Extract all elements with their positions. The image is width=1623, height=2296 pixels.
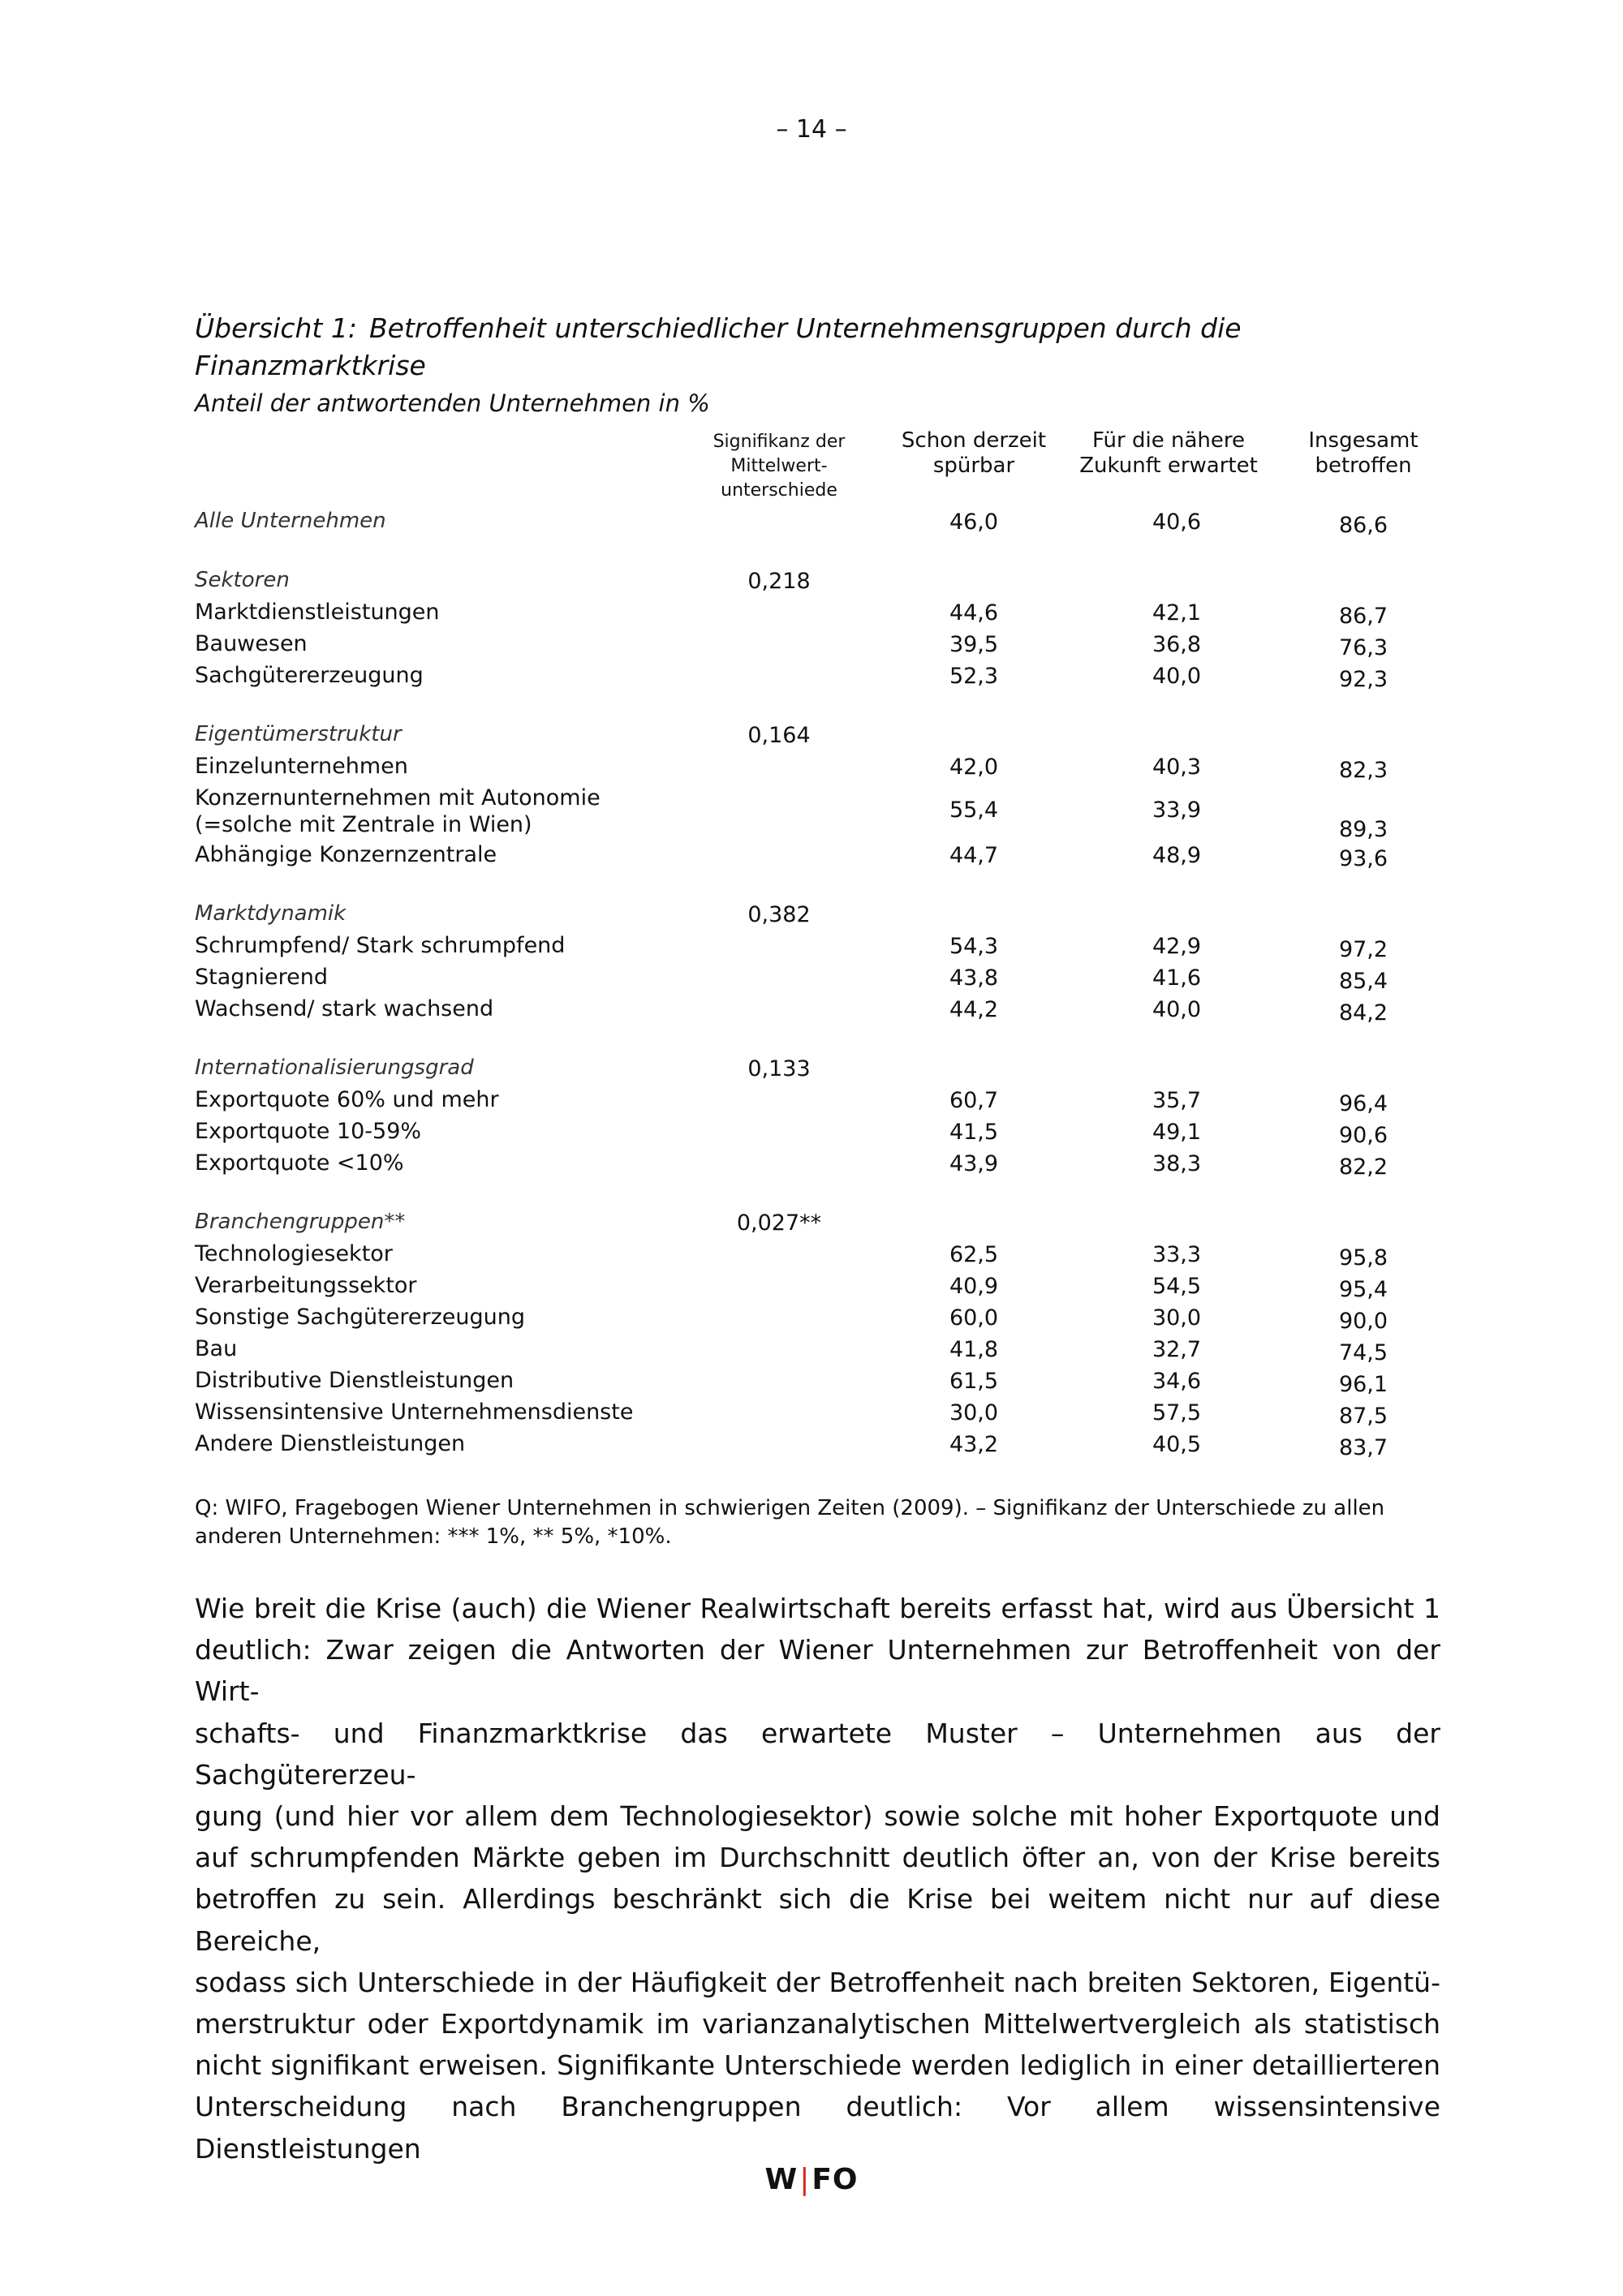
row-label-line: Branchengruppen** [195,1210,406,1234]
cell-c1: 61,5 [949,1369,999,1394]
paragraph-line: gung (und hier vor allem dem Technologiesektor) sowie solche mit hoher Exportquote und [195,1800,1440,1833]
row-label-line: Stagnierend [195,965,329,990]
logo-text: W [764,2163,799,2196]
cell-c2: 35,7 [1152,1088,1202,1113]
table-row [195,1150,1444,1181]
cell-c3: 92,3 [1338,667,1388,692]
cell-c1: 41,5 [949,1120,999,1145]
row-label [195,662,424,689]
cell-c2: 54,5 [1152,1274,1202,1299]
column-header-current [885,428,1063,479]
row-label-line: Sektoren [195,568,290,592]
cell-c3: 87,5 [1338,1404,1388,1429]
cell-c2: 40,0 [1152,997,1202,1022]
table-row [195,753,1444,785]
row-label-line: Exportquote <10% [195,1150,404,1176]
table-row [195,964,1444,995]
cell-c2: 32,7 [1152,1337,1202,1362]
cell-c2: 33,9 [1152,798,1202,823]
header-line: spürbar [932,454,1015,478]
table-row [195,662,1444,694]
spacer-row [195,1027,1444,1055]
cell-sig: 0,027** [736,1210,822,1236]
table-row [195,1118,1444,1150]
row-label-line: Exportquote 10-59% [195,1119,422,1144]
cell-c1: 43,9 [949,1151,999,1176]
header-line: unterschiede [721,480,837,501]
row-label [195,567,290,594]
cell-c1: 54,3 [949,934,999,959]
cell-c3: 82,2 [1338,1154,1388,1180]
cell-c2: 40,0 [1152,664,1202,689]
cell-c1: 62,5 [949,1242,999,1267]
cell-c1: 55,4 [949,798,999,823]
row-label-line: Alle Unternehmen [195,509,386,533]
row-label [195,841,497,868]
row-label-line: Bau [195,1336,238,1361]
cell-c2: 42,9 [1152,934,1202,959]
row-label-line: Wissensintensive Unternehmensdienste [195,1400,634,1425]
cell-c1: 30,0 [949,1400,999,1425]
cell-c2: 40,5 [1152,1432,1202,1457]
table-title-label: Übersicht 1: [195,312,357,344]
cell-c2: 33,3 [1152,1242,1202,1267]
row-label [195,901,346,927]
row-label-line: Distributive Dienstleistungen [195,1368,514,1393]
header-line: Insgesamt [1308,428,1419,453]
table-row [195,1335,1444,1367]
spacer-row [195,1181,1444,1209]
group-header-row [195,721,1444,753]
table-row [195,1399,1444,1430]
cell-c2: 48,9 [1152,843,1202,868]
group-header-row [195,508,1444,540]
row-label-line: Abhängige Konzernzentrale [195,842,497,867]
header-line: Signifikanz der [712,432,846,452]
row-label [195,630,308,657]
row-label [195,599,440,626]
row-label [195,932,565,959]
cell-c2: 40,6 [1152,510,1202,535]
cell-c1: 60,7 [949,1088,999,1113]
row-label-line: Schrumpfend/ Stark schrumpfend [195,933,566,958]
cell-c2: 30,0 [1152,1305,1202,1331]
row-label-line: Marktdynamik [195,901,347,926]
row-label [195,1367,514,1394]
row-label-line: Marktdienstleistungen [195,600,440,625]
paragraph-line: sodass sich Unterschiede in der Häufigkeit der Betroffenheit nach breiten Sektoren, Eigentü- [195,1966,1440,1998]
cell-c3: 83,7 [1338,1435,1388,1460]
page-number: – 14 – [776,115,847,144]
cell-c3: 96,4 [1338,1091,1388,1116]
cell-sig: 0,164 [747,723,811,748]
table-row [195,1240,1444,1272]
cell-c2: 36,8 [1152,632,1202,657]
row-label-line: (=solche mit Zentrale in Wien) [195,812,532,837]
body-paragraph [195,1588,1440,2169]
row-label-line: Verarbeitungssektor [195,1273,417,1298]
cell-c1: 46,0 [949,510,999,535]
cell-c3: 95,8 [1338,1245,1388,1271]
table-title [195,310,1461,385]
row-label-line: Eigentümerstruktur [195,722,402,746]
row-label-line: Einzelunternehmen [195,754,408,779]
cell-c3: 74,5 [1338,1340,1388,1365]
cell-c2: 42,1 [1152,600,1202,626]
group-header-row [195,901,1444,932]
table-row [195,630,1444,662]
cell-c3: 86,6 [1338,513,1388,538]
cell-c3: 97,2 [1338,937,1388,962]
group-header-row [195,1209,1444,1240]
row-label [195,1304,525,1331]
table-title-text: Betroffenheit unterschiedlicher Unternehmensgruppen durch die [369,312,1242,344]
cell-c3: 93,6 [1338,846,1388,871]
row-label [195,1272,417,1299]
table-row [195,1430,1444,1462]
row-label-line: Sachgütererzeugung [195,663,424,688]
spacer-row [195,540,1444,567]
cell-c3: 82,3 [1338,758,1388,783]
paragraph-line: nicht signifikant erweisen. Signifikante Unterschiede werden lediglich in einer detaillierteren [195,2049,1440,2082]
row-label [195,1399,633,1425]
column-header-total [1282,428,1444,479]
row-label-line: Konzernunternehmen mit Autonomie [195,785,601,810]
table-row [195,841,1444,873]
cell-c1: 44,6 [949,600,999,626]
cell-c3: 95,4 [1338,1277,1388,1302]
paragraph-line: merstruktur oder Exportdynamik im varianzanalytischen Mittelwertvergleich als statistisch [195,2008,1440,2040]
paragraph-line: Wie breit die Krise (auch) die Wiener Realwirtschaft bereits erfasst hat, wird aus Übersicht 1 [195,1593,1440,1624]
data-table [195,508,1444,1462]
footnote-line: Q: WIFO, Fragebogen Wiener Unternehmen in schwierigen Zeiten (2009). – Signifikanz der Unterschiede zu allen [195,1496,1385,1520]
row-label [195,785,601,838]
paragraph-line: Unterscheidung nach Branchengruppen deutlich: Vor allem wissensintensive Dienstleistungen [195,2091,1440,2165]
row-label-line: Internationalisierungsgrad [195,1056,474,1080]
cell-c3: 89,3 [1338,817,1388,842]
row-label-line: Bauwesen [195,631,308,656]
header-line: Für die nähere [1092,428,1245,453]
group-header-row [195,1055,1444,1086]
header-line: betroffen [1315,454,1412,478]
logo-bar: | [799,2163,811,2196]
table-row [195,1367,1444,1399]
cell-c1: 44,7 [949,843,999,868]
cell-c3: 86,7 [1338,604,1388,629]
row-label [195,1150,404,1176]
column-header-expected [1063,428,1274,479]
cell-c1: 60,0 [949,1305,999,1331]
table-row [195,1304,1444,1335]
table-row [195,932,1444,964]
cell-c2: 57,5 [1152,1400,1202,1425]
row-label-line: Sonstige Sachgütererzeugung [195,1305,525,1330]
row-label [195,995,493,1022]
spacer-row [195,694,1444,721]
table-row [195,599,1444,630]
row-label-line: Andere Dienstleistungen [195,1431,466,1456]
cell-c1: 44,2 [949,997,999,1022]
cell-sig: 0,218 [747,569,811,594]
cell-c3: 90,6 [1338,1123,1388,1148]
header-line: Schon derzeit [901,428,1047,453]
row-label [195,508,386,535]
table-subtitle: Anteil der antwortenden Unternehmen in % [195,389,710,417]
table-title-text-2: Finanzmarktkrise [195,350,426,381]
paragraph-line: auf schrumpfenden Märkte geben im Durchschnitt deutlich öfter an, von der Krise bereits [195,1842,1440,1874]
cell-c2: 41,6 [1152,965,1202,991]
column-header-significance [698,430,860,503]
cell-c3: 85,4 [1338,969,1388,994]
row-label [195,753,408,780]
row-label-line: Exportquote 60% und mehr [195,1087,499,1112]
cell-c1: 43,2 [949,1432,999,1457]
table-row [195,1272,1444,1304]
cell-c2: 38,3 [1152,1151,1202,1176]
row-label [195,1118,421,1145]
row-label [195,721,402,748]
cell-c2: 34,6 [1152,1369,1202,1394]
row-label [195,1240,393,1267]
cell-c3: 96,1 [1338,1372,1388,1397]
row-label-line: Technologiesektor [195,1241,393,1266]
row-label [195,1430,465,1457]
cell-c1: 52,3 [949,664,999,689]
cell-sig: 0,382 [747,902,811,927]
paragraph-line: schafts- und Finanzmarktkrise das erwartete Muster – Unternehmen aus der Sachgütererzeu- [195,1717,1440,1791]
cell-c1: 42,0 [949,755,999,780]
row-label [195,1086,499,1113]
table-row [195,995,1444,1027]
logo-text: FO [812,2163,859,2196]
cell-c1: 43,8 [949,965,999,991]
cell-c1: 41,8 [949,1337,999,1362]
cell-c3: 84,2 [1338,1000,1388,1025]
wifo-logo [0,2163,1623,2196]
paragraph-line: betroffen zu sein. Allerdings beschränkt sich die Krise bei weitem nicht nur auf diese Bereiche, [195,1883,1440,1957]
group-header-row [195,567,1444,599]
cell-c3: 76,3 [1338,635,1388,660]
cell-c2: 49,1 [1152,1120,1202,1145]
cell-sig: 0,133 [747,1056,811,1081]
cell-c1: 39,5 [949,632,999,657]
header-line: Zukunft erwartet [1079,454,1258,478]
header-line: Mittelwert- [730,456,828,476]
row-label-line: Wachsend/ stark wachsend [195,996,494,1021]
cell-c1: 40,9 [949,1274,999,1299]
spacer-row [195,873,1444,901]
table-row [195,1086,1444,1118]
row-label [195,1055,474,1081]
cell-c2: 40,3 [1152,755,1202,780]
paragraph-line: deutlich: Zwar zeigen die Antworten der Wiener Unternehmen zur Betroffenheit von der Wirt- [195,1634,1440,1708]
row-label [195,964,328,991]
table-row [195,785,1444,841]
footnote-line: anderen Unternehmen: *** 1%, ** 5%, *10%. [195,1524,672,1549]
table-footnote [195,1494,1412,1551]
row-label [195,1335,237,1362]
cell-c3: 90,0 [1338,1309,1388,1334]
row-label [195,1209,405,1236]
